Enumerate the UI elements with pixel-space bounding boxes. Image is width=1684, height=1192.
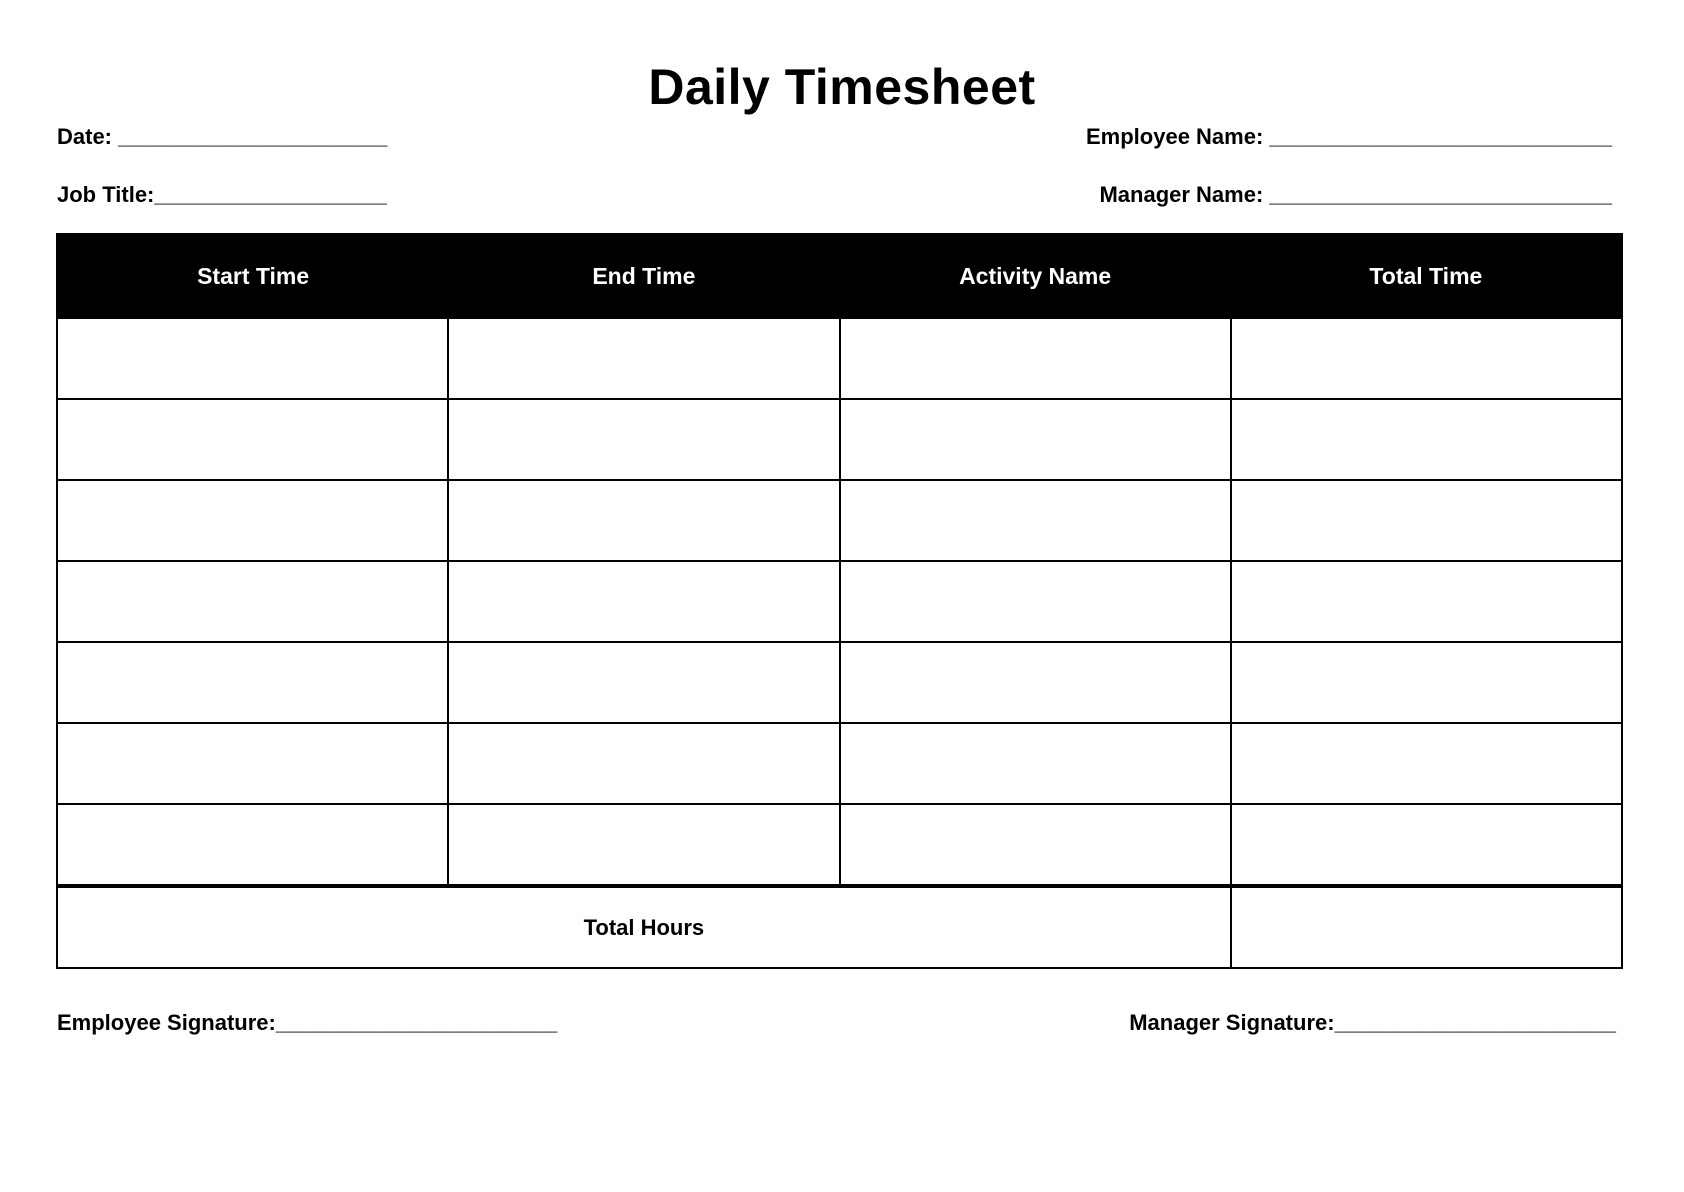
timesheet-cell-activity-name (840, 318, 1231, 399)
meta-row-top (57, 124, 1612, 150)
timesheet-body (57, 318, 1622, 886)
job-title-label: Job Title: (57, 182, 155, 207)
timesheet-row (57, 318, 1622, 399)
timesheet-cell-total-time (1231, 642, 1622, 723)
employee-signature-blank-line: _______________________ (275, 1010, 558, 1035)
date-field (57, 124, 387, 150)
timesheet-cell-total-time (1231, 318, 1622, 399)
timesheet-cell-total-time (1231, 723, 1622, 804)
job-title-field (57, 182, 387, 208)
manager-signature-field (1129, 1010, 1616, 1036)
timesheet-cell-start-time (57, 561, 448, 642)
timesheet-row (57, 399, 1622, 480)
employee-name-field (1086, 124, 1612, 150)
timesheet-cell-total-time (1231, 561, 1622, 642)
manager-signature-label: Manager Signature: (1129, 1010, 1335, 1035)
timesheet-cell-end-time (448, 318, 839, 399)
timesheet-row (57, 642, 1622, 723)
date-blank-line: ______________________ (118, 124, 388, 149)
column-header-total-time: Total Time (1231, 234, 1622, 318)
timesheet-footer (57, 886, 1622, 968)
employee-signature-field (57, 1010, 557, 1036)
timesheet-cell-end-time (448, 399, 839, 480)
employee-name-blank-line: ____________________________ (1269, 124, 1612, 149)
timesheet-cell-activity-name (840, 399, 1231, 480)
timesheet-cell-start-time (57, 318, 448, 399)
date-label: Date: (57, 124, 119, 149)
manager-name-label: Manager Name: (1099, 182, 1270, 207)
timesheet-cell-total-time (1231, 399, 1622, 480)
column-header-activity-name: Activity Name (840, 234, 1231, 318)
total-hours-label: Total Hours (57, 886, 1231, 968)
manager-signature-blank-line: _______________________ (1334, 1010, 1616, 1035)
page-title: Daily Timesheet (648, 59, 1036, 115)
total-hours-row (57, 886, 1622, 968)
timesheet-cell-end-time (448, 561, 839, 642)
timesheet-cell-end-time (448, 723, 839, 804)
table-header-row (57, 234, 1622, 318)
timesheet-cell-start-time (57, 480, 448, 561)
employee-name-label: Employee Name: (1086, 124, 1270, 149)
timesheet-cell-activity-name (840, 723, 1231, 804)
timesheet-cell-activity-name (840, 804, 1231, 886)
timesheet-cell-start-time (57, 399, 448, 480)
timesheet-cell-activity-name (840, 642, 1231, 723)
timesheet-table (56, 233, 1623, 969)
timesheet-cell-start-time (57, 804, 448, 886)
timesheet-row (57, 480, 1622, 561)
timesheet-cell-activity-name (840, 561, 1231, 642)
timesheet-cell-start-time (57, 723, 448, 804)
timesheet-row (57, 561, 1622, 642)
manager-name-blank-line: ____________________________ (1269, 182, 1612, 207)
timesheet-row (57, 804, 1622, 886)
timesheet-cell-activity-name (840, 480, 1231, 561)
timesheet-cell-end-time (448, 480, 839, 561)
timesheet-cell-end-time (448, 642, 839, 723)
meta-row-bottom (57, 182, 1612, 208)
column-header-start-time: Start Time (57, 234, 448, 318)
manager-name-field (1099, 182, 1612, 208)
timesheet-header (57, 234, 1622, 318)
total-hours-value (1231, 886, 1622, 968)
timesheet-cell-total-time (1231, 480, 1622, 561)
timesheet-cell-start-time (57, 642, 448, 723)
job-title-blank-line: ___________________ (154, 182, 387, 207)
signature-row (57, 1010, 1616, 1036)
timesheet-cell-end-time (448, 804, 839, 886)
column-header-end-time: End Time (448, 234, 839, 318)
timesheet-cell-total-time (1231, 804, 1622, 886)
timesheet-row (57, 723, 1622, 804)
employee-signature-label: Employee Signature: (57, 1010, 276, 1035)
